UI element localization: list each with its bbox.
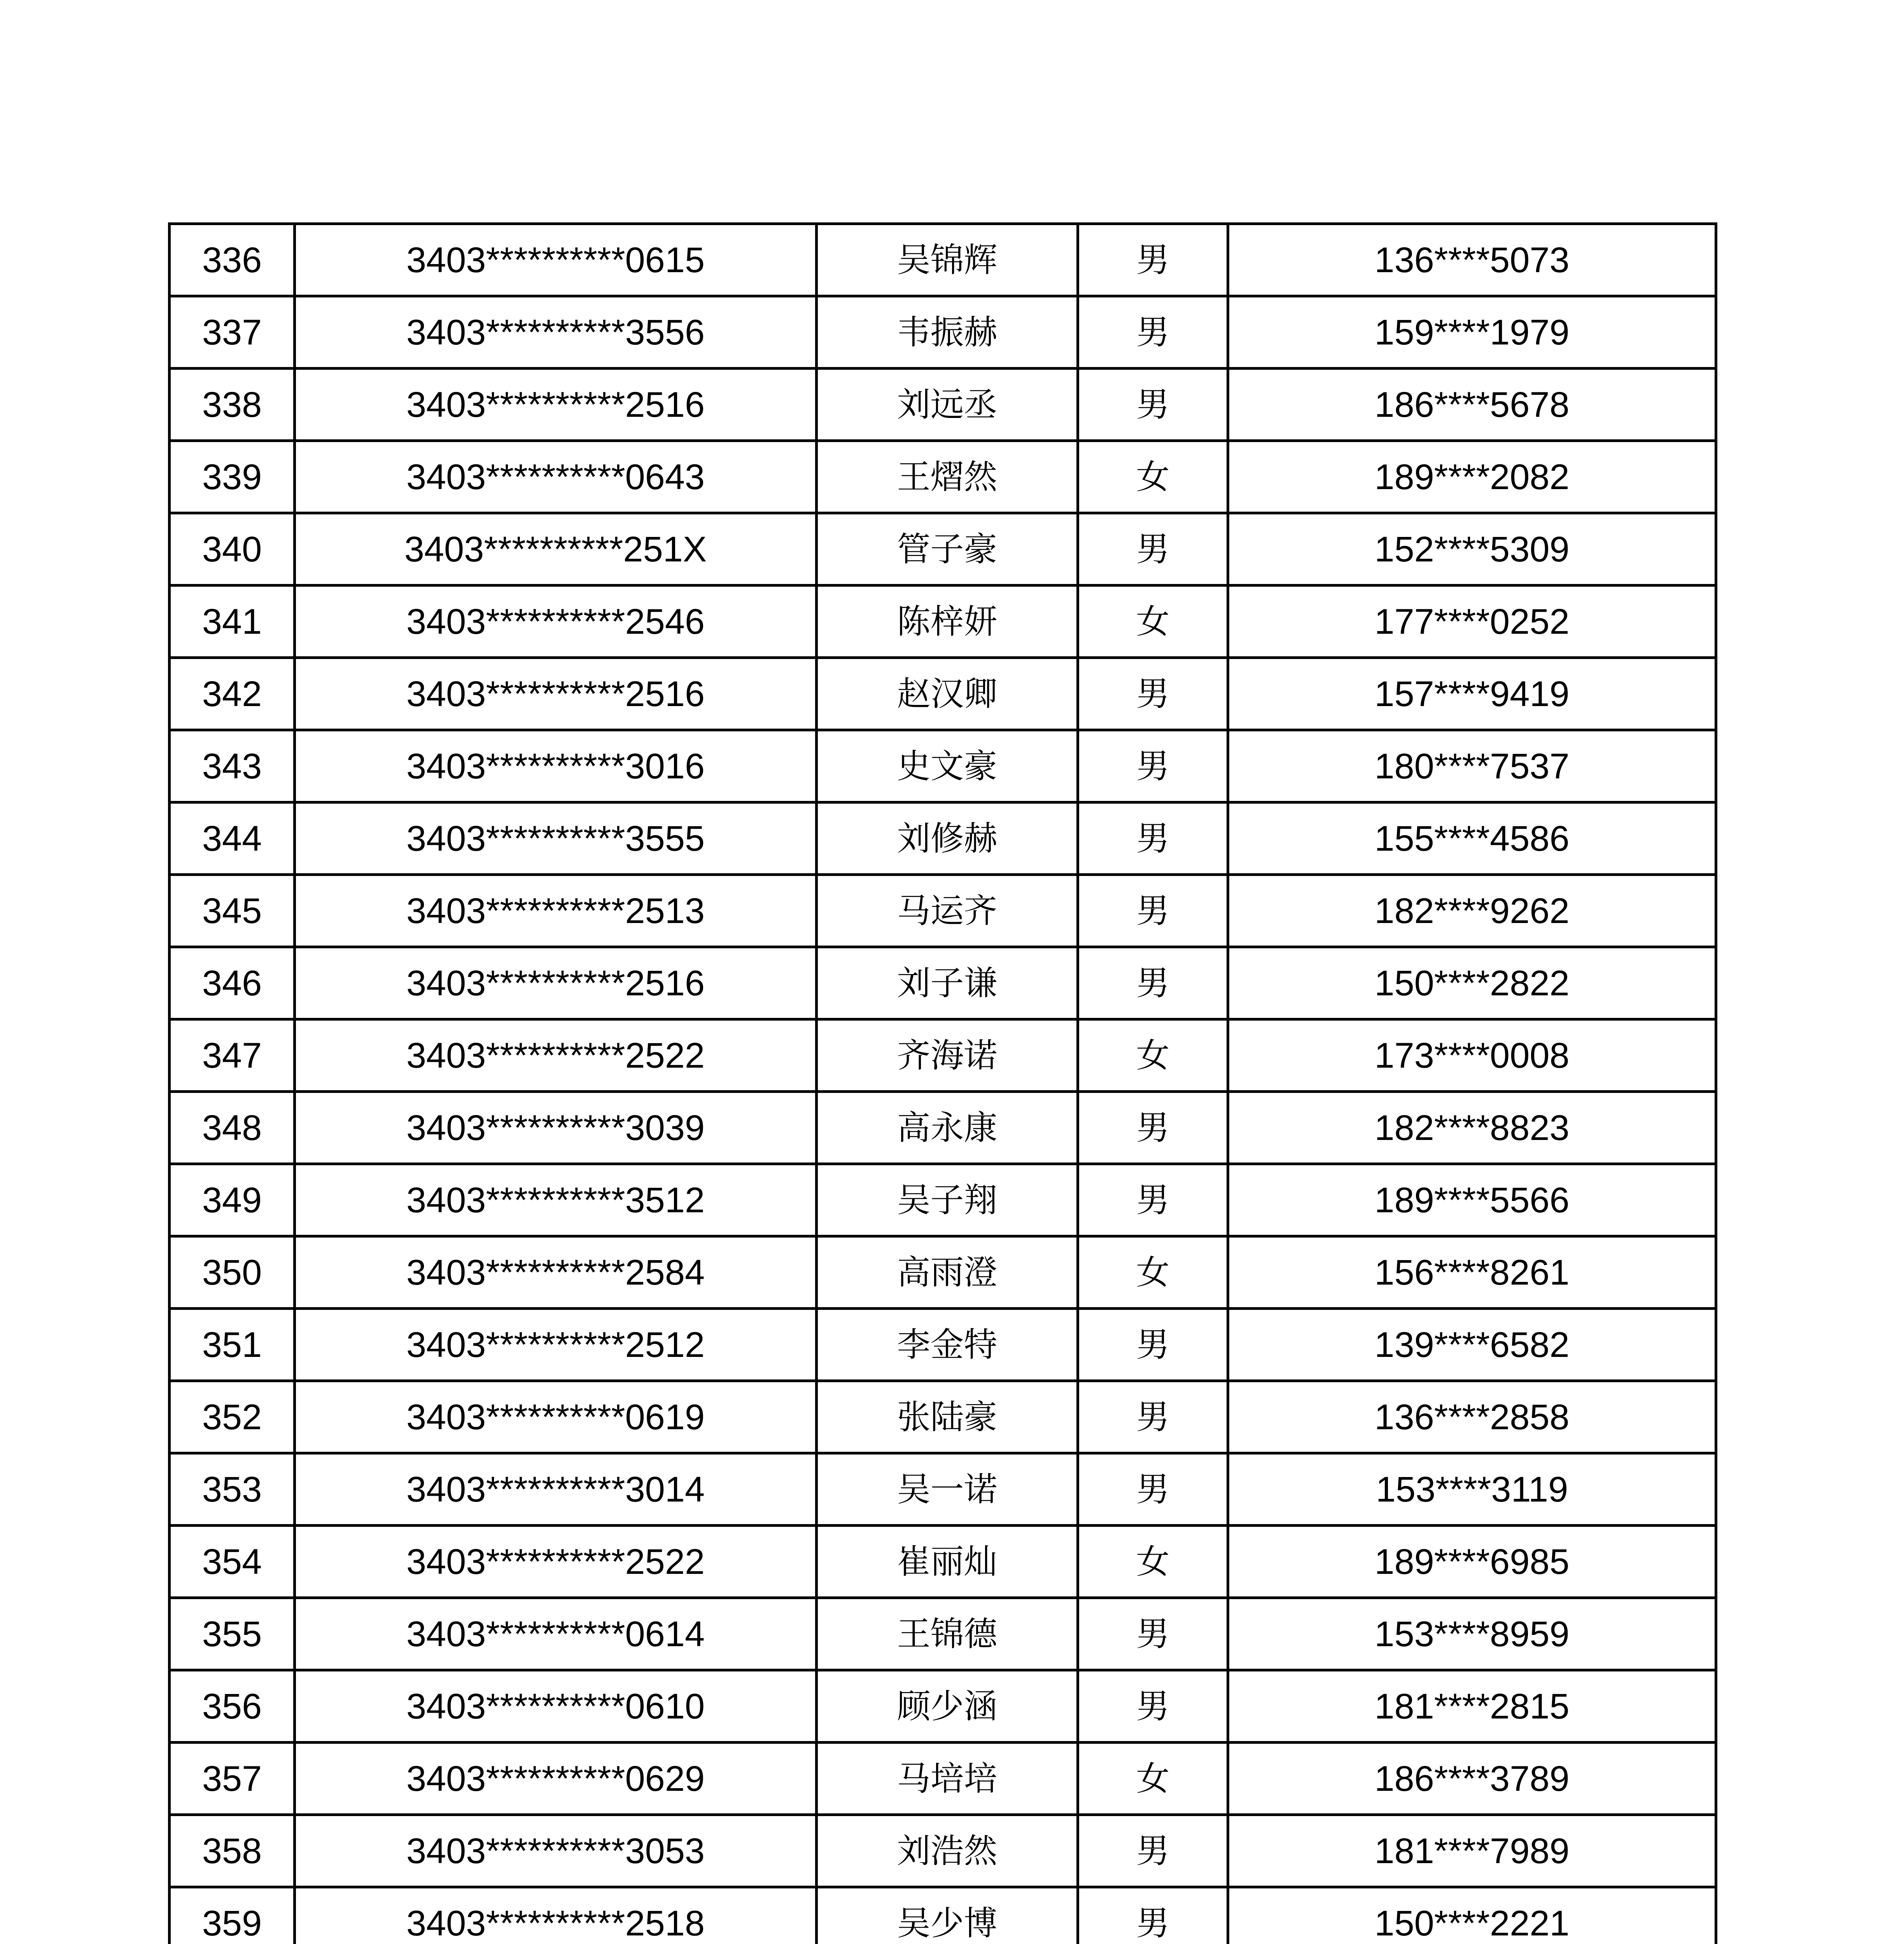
phone-cell: 156****8261 xyxy=(1228,1236,1716,1309)
phone-cell: 139****6582 xyxy=(1228,1309,1716,1381)
row-number-cell: 342 xyxy=(170,658,295,730)
gender-cell: 男 xyxy=(1078,875,1228,947)
gender-cell: 男 xyxy=(1078,369,1228,441)
table-row xyxy=(170,586,1716,658)
table-row xyxy=(170,802,1716,875)
name-cell: 顾少涵 xyxy=(817,1670,1078,1743)
table-row xyxy=(170,296,1716,369)
name-cell: 吴一诺 xyxy=(817,1453,1078,1526)
id-number-cell: 3403**********3039 xyxy=(295,1092,817,1164)
phone-cell: 150****2221 xyxy=(1228,1887,1716,1944)
row-number-cell: 343 xyxy=(170,730,295,802)
id-number-cell: 3403**********3555 xyxy=(295,802,817,875)
name-cell: 崔丽灿 xyxy=(817,1526,1078,1598)
phone-cell: 150****2822 xyxy=(1228,947,1716,1019)
id-number-cell: 3403**********0610 xyxy=(295,1670,817,1743)
row-number-cell: 352 xyxy=(170,1381,295,1453)
roster-table-body xyxy=(170,224,1716,1944)
phone-cell: 157****9419 xyxy=(1228,658,1716,730)
name-cell: 王熠然 xyxy=(817,441,1078,513)
row-number-cell: 353 xyxy=(170,1453,295,1526)
name-cell: 刘浩然 xyxy=(817,1815,1078,1887)
id-number-cell: 3403**********2516 xyxy=(295,658,817,730)
row-number-cell: 341 xyxy=(170,586,295,658)
gender-cell: 男 xyxy=(1078,296,1228,369)
row-number-cell: 354 xyxy=(170,1526,295,1598)
table-row xyxy=(170,1236,1716,1309)
phone-cell: 173****0008 xyxy=(1228,1019,1716,1092)
name-cell: 刘远丞 xyxy=(817,369,1078,441)
gender-cell: 男 xyxy=(1078,802,1228,875)
row-number-cell: 349 xyxy=(170,1164,295,1236)
id-number-cell: 3403**********2584 xyxy=(295,1236,817,1309)
row-number-cell: 340 xyxy=(170,513,295,586)
gender-cell: 男 xyxy=(1078,1309,1228,1381)
phone-cell: 189****6985 xyxy=(1228,1526,1716,1598)
name-cell: 吴少博 xyxy=(817,1887,1078,1944)
name-cell: 张陆豪 xyxy=(817,1381,1078,1453)
row-number-cell: 344 xyxy=(170,802,295,875)
phone-cell: 152****5309 xyxy=(1228,513,1716,586)
name-cell: 高永康 xyxy=(817,1092,1078,1164)
phone-cell: 136****2858 xyxy=(1228,1381,1716,1453)
phone-cell: 182****8823 xyxy=(1228,1092,1716,1164)
row-number-cell: 358 xyxy=(170,1815,295,1887)
table-row xyxy=(170,1815,1716,1887)
id-number-cell: 3403**********3556 xyxy=(295,296,817,369)
phone-cell: 189****5566 xyxy=(1228,1164,1716,1236)
phone-cell: 181****2815 xyxy=(1228,1670,1716,1743)
table-row xyxy=(170,875,1716,947)
id-number-cell: 3403**********251X xyxy=(295,513,817,586)
table-row xyxy=(170,1598,1716,1670)
table-row xyxy=(170,369,1716,441)
table-row xyxy=(170,513,1716,586)
id-number-cell: 3403**********3016 xyxy=(295,730,817,802)
row-number-cell: 345 xyxy=(170,875,295,947)
row-number-cell: 351 xyxy=(170,1309,295,1381)
phone-cell: 186****3789 xyxy=(1228,1743,1716,1815)
table-row xyxy=(170,1743,1716,1815)
row-number-cell: 347 xyxy=(170,1019,295,1092)
table-row xyxy=(170,1092,1716,1164)
phone-cell: 153****8959 xyxy=(1228,1598,1716,1670)
gender-cell: 男 xyxy=(1078,1453,1228,1526)
table-row xyxy=(170,441,1716,513)
phone-cell: 180****7537 xyxy=(1228,730,1716,802)
gender-cell: 男 xyxy=(1078,947,1228,1019)
name-cell: 刘子谦 xyxy=(817,947,1078,1019)
id-number-cell: 3403**********2516 xyxy=(295,947,817,1019)
gender-cell: 男 xyxy=(1078,658,1228,730)
gender-cell: 男 xyxy=(1078,224,1228,296)
name-cell: 高雨澄 xyxy=(817,1236,1078,1309)
gender-cell: 男 xyxy=(1078,1815,1228,1887)
name-cell: 李金特 xyxy=(817,1309,1078,1381)
row-number-cell: 359 xyxy=(170,1887,295,1944)
id-number-cell: 3403**********2522 xyxy=(295,1526,817,1598)
phone-cell: 189****2082 xyxy=(1228,441,1716,513)
row-number-cell: 338 xyxy=(170,369,295,441)
gender-cell: 女 xyxy=(1078,1743,1228,1815)
table-row xyxy=(170,1381,1716,1453)
name-cell: 吴子翔 xyxy=(817,1164,1078,1236)
id-number-cell: 3403**********2516 xyxy=(295,369,817,441)
id-number-cell: 3403**********2513 xyxy=(295,875,817,947)
row-number-cell: 356 xyxy=(170,1670,295,1743)
name-cell: 史文豪 xyxy=(817,730,1078,802)
phone-cell: 177****0252 xyxy=(1228,586,1716,658)
gender-cell: 男 xyxy=(1078,513,1228,586)
gender-cell: 女 xyxy=(1078,586,1228,658)
gender-cell: 男 xyxy=(1078,1598,1228,1670)
name-cell: 刘修赫 xyxy=(817,802,1078,875)
phone-cell: 181****7989 xyxy=(1228,1815,1716,1887)
table-row xyxy=(170,224,1716,296)
row-number-cell: 355 xyxy=(170,1598,295,1670)
gender-cell: 男 xyxy=(1078,1381,1228,1453)
table-row xyxy=(170,1019,1716,1092)
row-number-cell: 357 xyxy=(170,1743,295,1815)
gender-cell: 女 xyxy=(1078,1236,1228,1309)
table-row xyxy=(170,1164,1716,1236)
table-row xyxy=(170,947,1716,1019)
id-number-cell: 3403**********2518 xyxy=(295,1887,817,1944)
id-number-cell: 3403**********2522 xyxy=(295,1019,817,1092)
gender-cell: 男 xyxy=(1078,1887,1228,1944)
gender-cell: 女 xyxy=(1078,441,1228,513)
table-row xyxy=(170,730,1716,802)
table-row xyxy=(170,1887,1716,1944)
roster-table xyxy=(168,222,1717,1944)
name-cell: 马运齐 xyxy=(817,875,1078,947)
table-row xyxy=(170,658,1716,730)
gender-cell: 男 xyxy=(1078,1164,1228,1236)
phone-cell: 136****5073 xyxy=(1228,224,1716,296)
row-number-cell: 348 xyxy=(170,1092,295,1164)
id-number-cell: 3403**********3512 xyxy=(295,1164,817,1236)
table-row xyxy=(170,1670,1716,1743)
phone-cell: 182****9262 xyxy=(1228,875,1716,947)
name-cell: 齐海诺 xyxy=(817,1019,1078,1092)
table-row xyxy=(170,1453,1716,1526)
name-cell: 马培培 xyxy=(817,1743,1078,1815)
name-cell: 陈梓妍 xyxy=(817,586,1078,658)
phone-cell: 159****1979 xyxy=(1228,296,1716,369)
row-number-cell: 350 xyxy=(170,1236,295,1309)
id-number-cell: 3403**********0615 xyxy=(295,224,817,296)
table-row xyxy=(170,1526,1716,1598)
row-number-cell: 337 xyxy=(170,296,295,369)
id-number-cell: 3403**********2546 xyxy=(295,586,817,658)
gender-cell: 男 xyxy=(1078,1092,1228,1164)
name-cell: 管子豪 xyxy=(817,513,1078,586)
gender-cell: 女 xyxy=(1078,1526,1228,1598)
phone-cell: 186****5678 xyxy=(1228,369,1716,441)
id-number-cell: 3403**********0614 xyxy=(295,1598,817,1670)
id-number-cell: 3403**********2512 xyxy=(295,1309,817,1381)
phone-cell: 153****3119 xyxy=(1228,1453,1716,1526)
name-cell: 赵汉卿 xyxy=(817,658,1078,730)
id-number-cell: 3403**********0619 xyxy=(295,1381,817,1453)
id-number-cell: 3403**********0629 xyxy=(295,1743,817,1815)
row-number-cell: 339 xyxy=(170,441,295,513)
table-row xyxy=(170,1309,1716,1381)
name-cell: 吴锦辉 xyxy=(817,224,1078,296)
id-number-cell: 3403**********3053 xyxy=(295,1815,817,1887)
gender-cell: 女 xyxy=(1078,1019,1228,1092)
row-number-cell: 346 xyxy=(170,947,295,1019)
row-number-cell: 336 xyxy=(170,224,295,296)
id-number-cell: 3403**********3014 xyxy=(295,1453,817,1526)
phone-cell: 155****4586 xyxy=(1228,802,1716,875)
name-cell: 王锦德 xyxy=(817,1598,1078,1670)
gender-cell: 男 xyxy=(1078,730,1228,802)
name-cell: 韦振赫 xyxy=(817,296,1078,369)
id-number-cell: 3403**********0643 xyxy=(295,441,817,513)
gender-cell: 男 xyxy=(1078,1670,1228,1743)
